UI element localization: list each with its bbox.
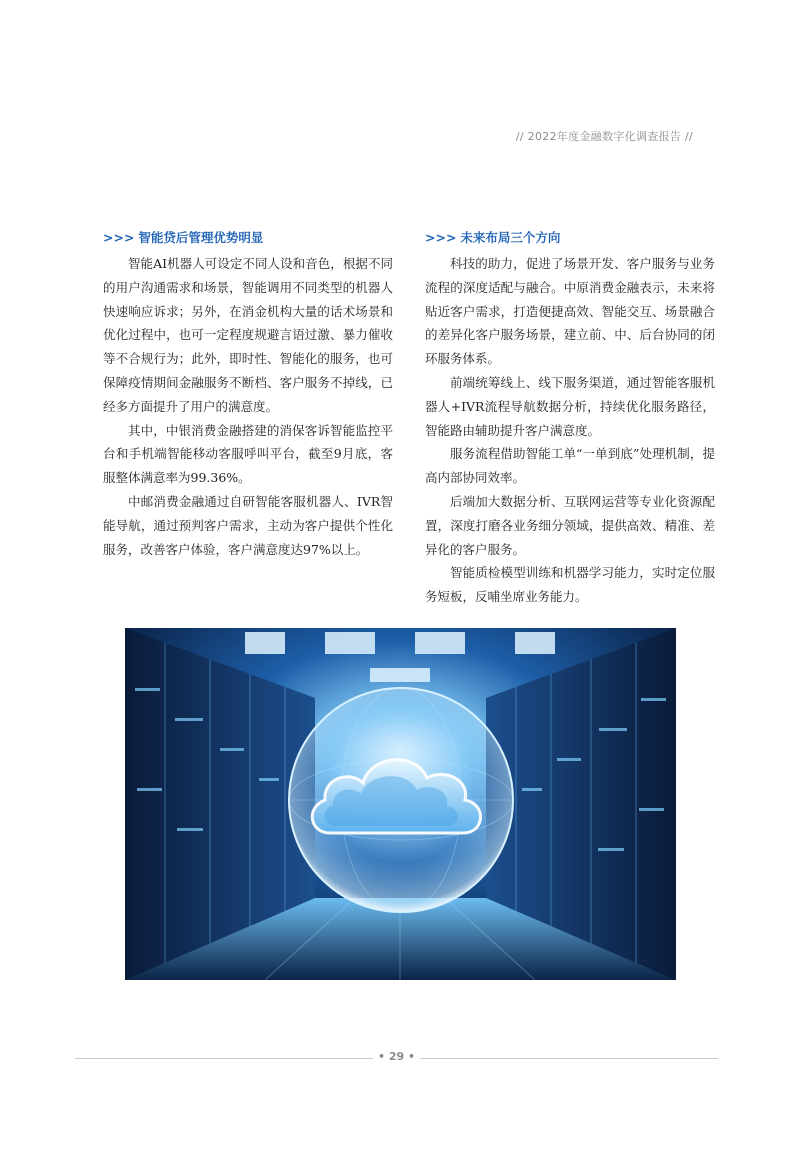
- paragraph: 中邮消费金融通过自研智能客服机器人、IVR智能导航，通过预判客户需求，主动为客户提供个性化服务，改善客户体验，客户满意度达97%以上。: [103, 493, 393, 557]
- page-number: • 29 •: [377, 1050, 416, 1063]
- heading-marker: >>>: [103, 230, 135, 245]
- heading-marker: >>>: [425, 230, 457, 245]
- paragraph: 科技的助力，促进了场景开发、客户服务与业务流程的深度适配与融合。中原消费金融表示，未来将贴近客户需求，打造便捷高效、智能交互、场景融合的差异化客户服务场景，建立前、中、后台协同的闭环服务体系。: [425, 256, 715, 367]
- footer-divider-left: [75, 1058, 373, 1059]
- section-heading-future-layout: [425, 229, 715, 247]
- heading-text: 智能贷后管理优势明显: [138, 230, 264, 245]
- left-column: [103, 229, 393, 561]
- right-column: [425, 229, 715, 609]
- paragraph: 服务流程借助智能工单“一单到底”处理机制，提高内部协同效率。: [425, 446, 715, 486]
- data-center-cloud-image: [125, 628, 676, 980]
- paragraph: 其中，中银消费金融搭建的消保客诉智能监控平台和手机端智能移动客服呼叫平台，截至9月底，客服整体满意率为99.36%。: [103, 422, 393, 486]
- paragraph: 智能质检模型训练和机器学习能力，实时定位服务短板，反哺坐席业务能力。: [425, 565, 715, 605]
- report-header: // 2022年度金融数字化调查报告 //: [515, 130, 693, 143]
- section-heading-loan-management: [103, 229, 393, 247]
- paragraph: 前端统筹线上、线下服务渠道，通过智能客服机器人+IVR流程导航数据分析，持续优化服务路径，智能路由辅助提升客户满意度。: [425, 374, 715, 438]
- heading-text: 未来布局三个方向: [460, 230, 561, 245]
- footer-divider-right: [420, 1058, 718, 1059]
- paragraph: 智能AI机器人可设定不同人设和音色，根据不同的用户沟通需求和场景，智能调用不同类型的机器人快速响应诉求；另外，在消金机构大量的话术场景和优化过程中，也可一定程度规避言语过激、暴力催收等不合规行为；此外，即时性、智能化的服务，也可保障疫情期间金融服务不断档、客户服务不掉线，已经多方面提升了用户的满意度。: [103, 256, 393, 414]
- paragraph: 后端加大数据分析、互联网运营等专业化资源配置，深度打磨各业务细分领域，提供高效、精准、差异化的客户服务。: [425, 493, 715, 557]
